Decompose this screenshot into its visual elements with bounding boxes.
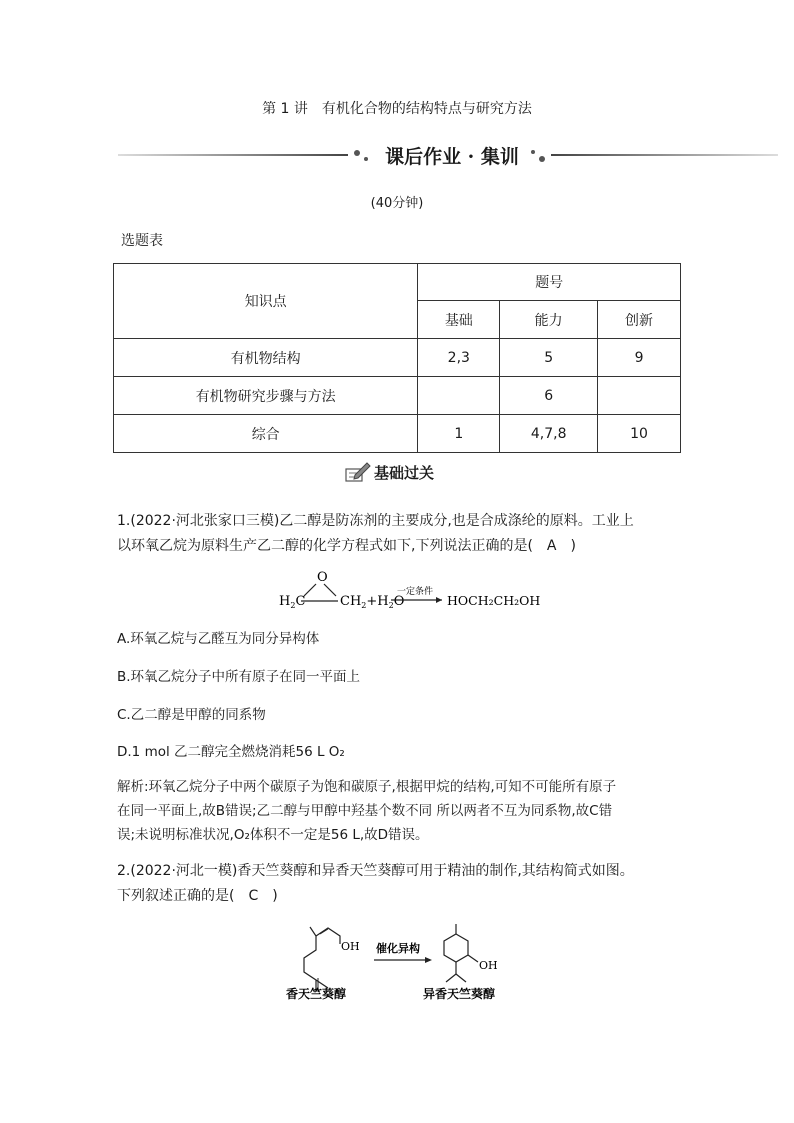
left-group: H <box>279 594 291 609</box>
product-formula: HOCH₂CH₂OH <box>447 593 541 608</box>
ethylene-oxide-equation <box>270 567 541 613</box>
geraniol-isomerization-figure <box>280 922 520 1002</box>
section-heading <box>344 460 464 486</box>
water-sub: 2 <box>388 601 394 610</box>
question-1-line: 1.(2022·河北张家口三模)乙二醇是防冻剂的主要成分,也是合成涤纶的原料。工业上 <box>117 513 634 529</box>
bond-line <box>446 974 456 982</box>
bond-line <box>324 584 336 596</box>
question-1-stem <box>117 509 687 559</box>
oxygen-atom: O <box>317 570 328 585</box>
cell-ability: 4,7,8 <box>500 415 598 453</box>
analysis-line: 解析:环氧乙烷分子中两个碳原子为饱和碳原子,根据甲烷的结构,可知不可能所有原子 <box>117 779 617 795</box>
cell-topic: 有机物研究步骤与方法 <box>114 377 418 415</box>
option-b: B.环氧乙烷分子中所有原子在同一平面上 <box>117 669 361 685</box>
svg-text:H2C <box>279 594 305 610</box>
svg-text:CH2+H2O <box>340 594 404 610</box>
table-label: 选题表 <box>121 233 163 249</box>
cell-innovation <box>598 377 681 415</box>
banner-left-line <box>118 154 348 156</box>
header-basic: 基础 <box>418 301 500 339</box>
cell-innovation: 9 <box>598 339 681 377</box>
banner-title: 课后作业 · 集训 <box>385 146 519 168</box>
arrow-head <box>425 957 432 963</box>
header-innovation: 创新 <box>598 301 681 339</box>
question-2-line: 下列叙述正确的是( C ) <box>117 888 278 904</box>
cell-topic: 有机物结构 <box>114 339 418 377</box>
header-ability: 能力 <box>500 301 598 339</box>
option-c: C.乙二醇是甲醇的同系物 <box>117 707 266 723</box>
cell-basic: 2,3 <box>418 339 500 377</box>
geraniol-name: 香天竺葵醇 <box>286 987 347 1001</box>
question-2-stem <box>117 859 687 909</box>
banner-dot <box>354 150 360 156</box>
option-d: D.1 mol 乙二醇完全燃烧消耗56 L O₂ <box>117 744 345 760</box>
right-sub: 2 <box>361 601 367 610</box>
cell-innovation: 10 <box>598 415 681 453</box>
hydroxyl-label: OH <box>341 940 360 953</box>
left-c: C <box>295 594 306 609</box>
topic-selection-table <box>113 263 681 453</box>
banner-dot <box>539 156 545 162</box>
header-number: 题号 <box>418 264 681 301</box>
table-row <box>114 339 681 377</box>
bond-line <box>304 927 316 992</box>
question-1-line: 以环氧乙烷为原料生产乙二醇的化学方程式如下,下列说法正确的是( A ) <box>117 538 576 554</box>
header-knowledge: 知识点 <box>114 264 418 339</box>
analysis-line: 在同一平面上,故B错误;乙二醇与甲醇中羟基个数不同 所以两者不互为同系物,故C错 <box>117 803 613 819</box>
lesson-title: 第 1 讲 有机化合物的结构特点与研究方法 <box>262 101 532 117</box>
question-1-analysis <box>117 775 683 847</box>
section-banner <box>118 142 778 170</box>
bond-line <box>468 955 478 962</box>
water-o: O <box>393 594 405 609</box>
bond-line <box>456 974 466 982</box>
cell-basic <box>418 377 500 415</box>
bond-line <box>316 928 340 944</box>
cell-basic: 1 <box>418 415 500 453</box>
pencil-paper-icon <box>344 460 372 484</box>
plus-water: +H <box>366 594 389 609</box>
duration-label: (40分钟) <box>370 196 424 211</box>
cell-ability: 5 <box>500 339 598 377</box>
cell-ability: 6 <box>500 377 598 415</box>
table-row <box>114 415 681 453</box>
banner-right-line <box>551 154 778 156</box>
question-2-line: 2.(2022·河北一模)香天竺葵醇和异香天竺葵醇可用于精油的制作,其结构简式如图。 <box>117 863 634 879</box>
arrow-head <box>436 597 442 603</box>
left-sub: 2 <box>290 601 296 610</box>
reaction-condition: 一定条件 <box>397 587 434 597</box>
bond-line <box>304 584 316 596</box>
isogeraniol-name: 异香天竺葵醇 <box>423 987 496 1001</box>
cyclohexane-ring <box>444 934 468 962</box>
banner-dot <box>364 157 368 161</box>
banner-dot <box>531 150 535 154</box>
hydroxyl-label: OH <box>479 959 498 972</box>
analysis-line: 误;未说明标准状况,O₂体积不一定是56 L,故D错误。 <box>117 827 429 843</box>
cell-topic: 综合 <box>114 415 418 453</box>
bond-line <box>320 929 328 934</box>
section-title: 基础过关 <box>374 464 435 482</box>
table-row <box>114 377 681 415</box>
right-group: CH <box>340 594 362 609</box>
isomerization-label: 催化异构 <box>376 942 420 955</box>
option-a: A.环氧乙烷与乙醛互为同分异构体 <box>117 631 320 647</box>
